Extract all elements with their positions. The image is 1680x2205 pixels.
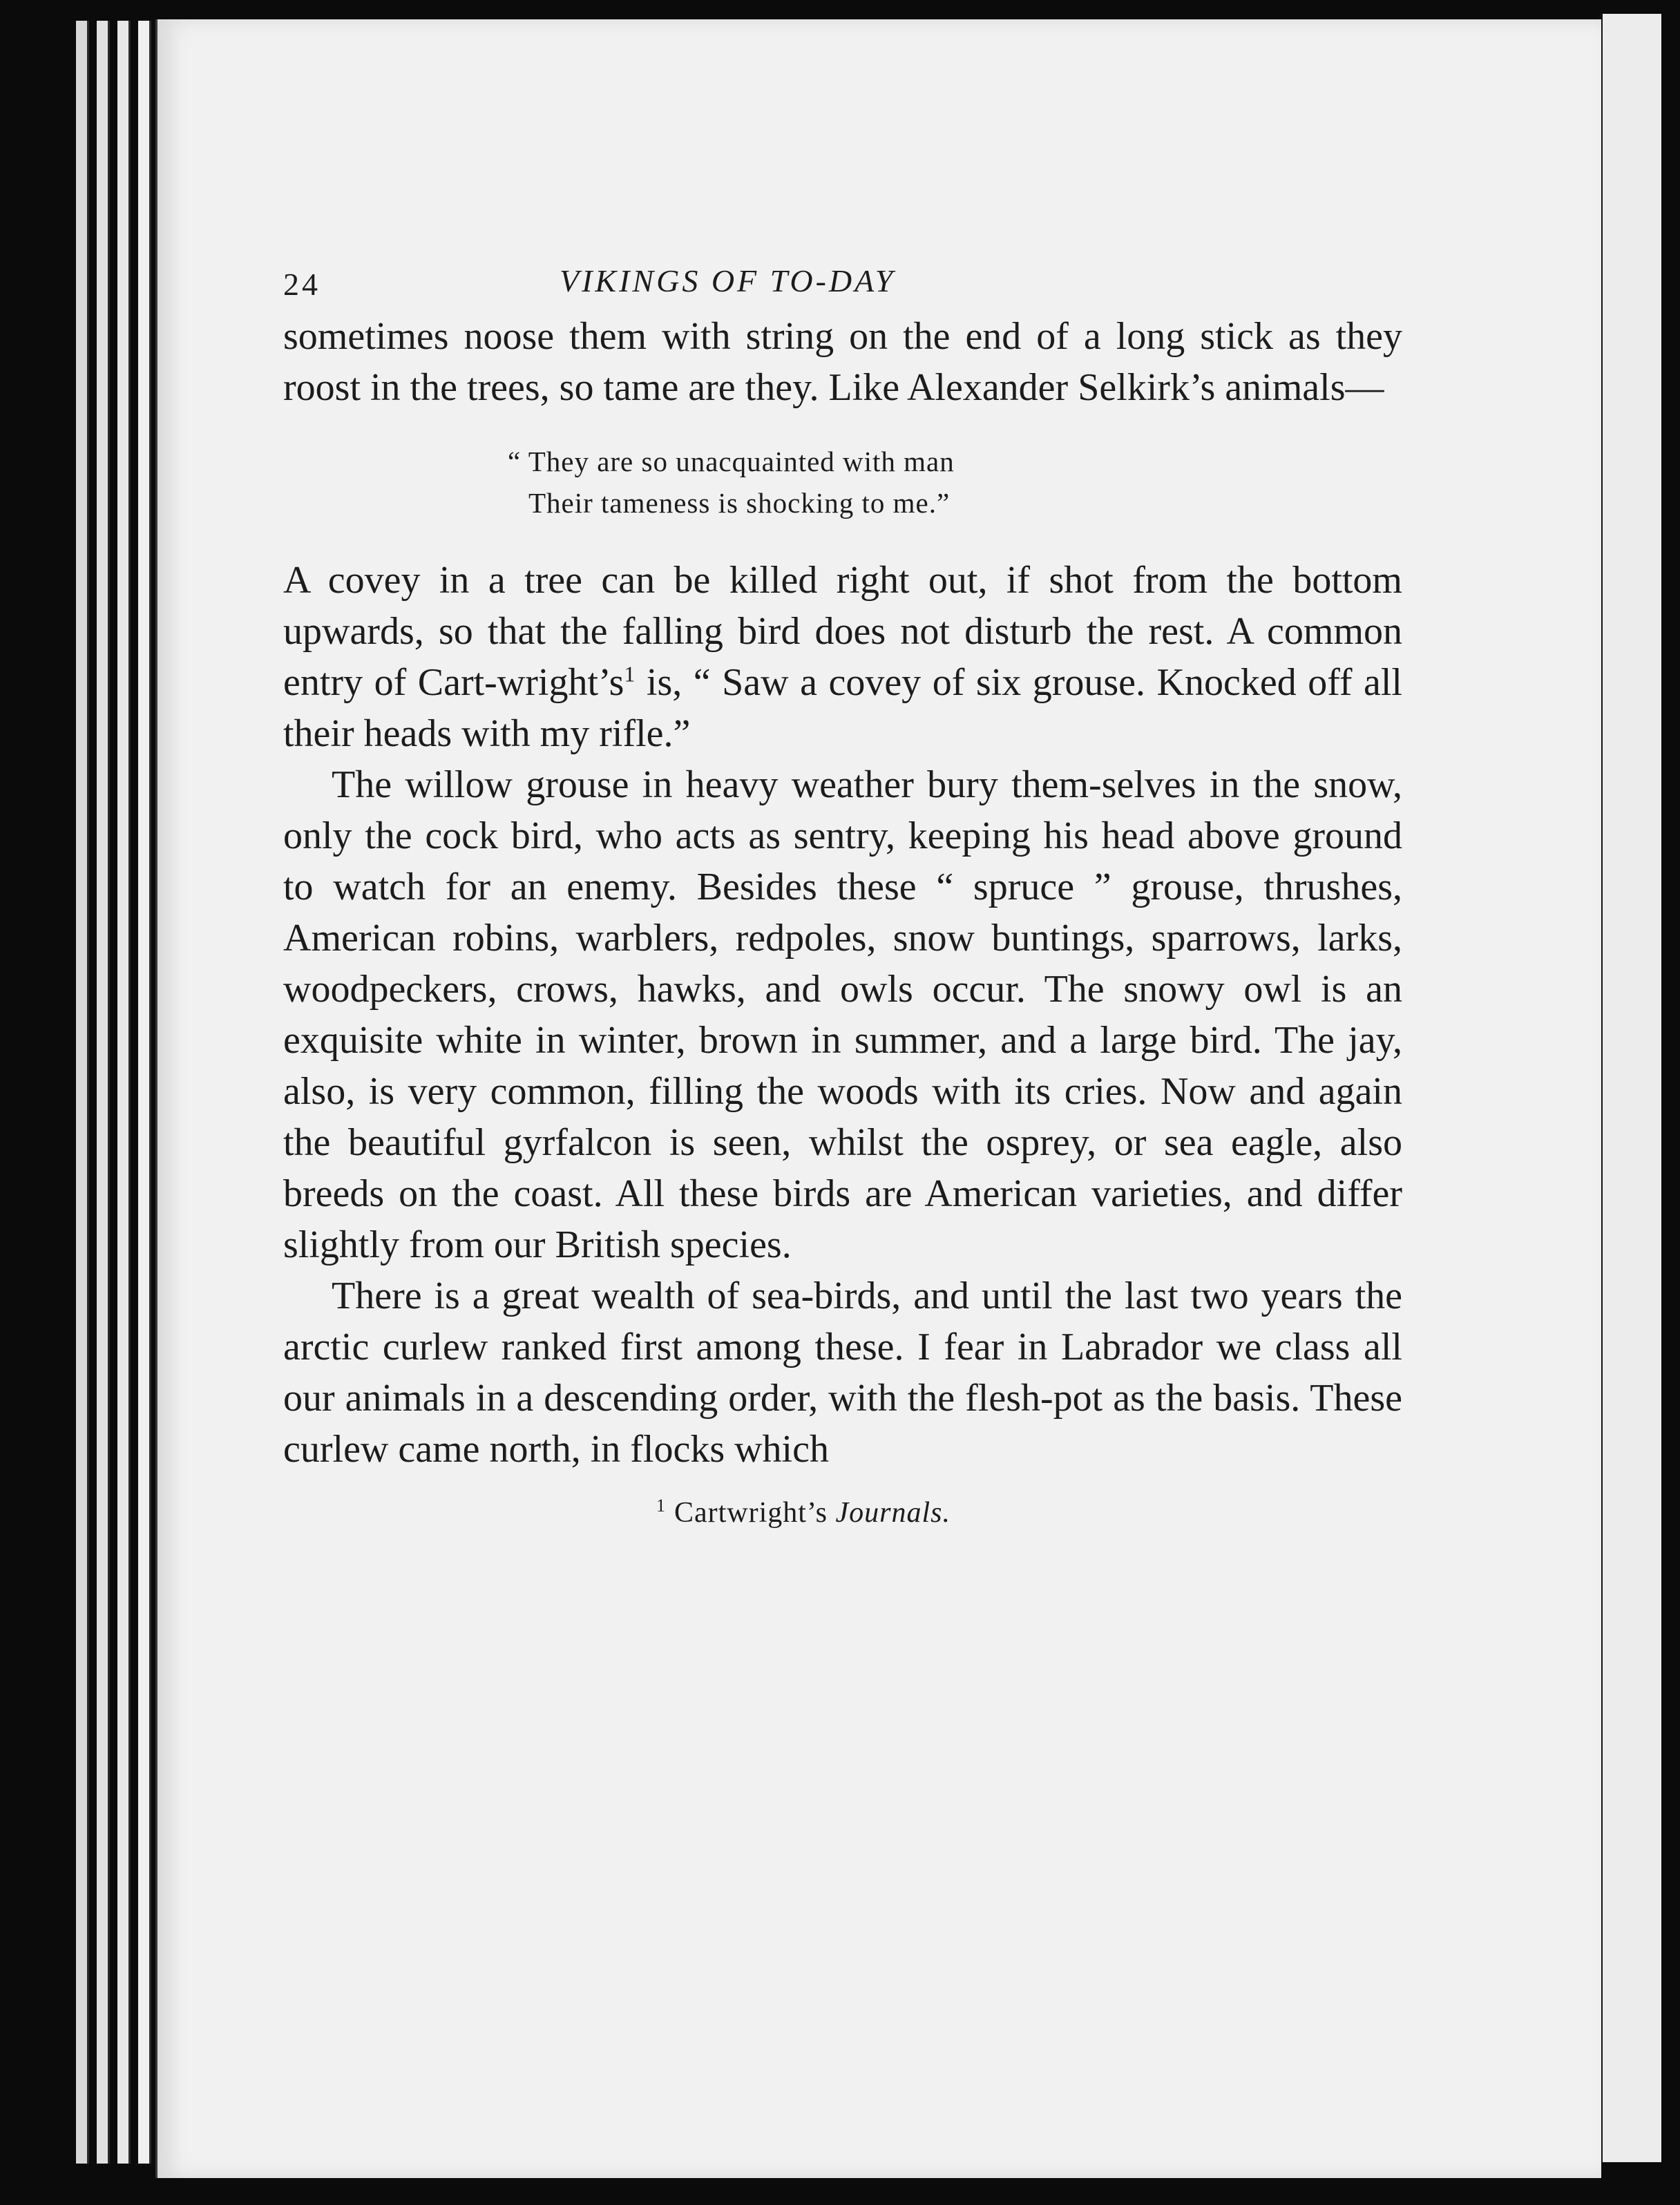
page-edge	[76, 21, 89, 2164]
page-edge	[117, 21, 131, 2164]
page-content	[283, 249, 1402, 1529]
paragraph-2	[283, 555, 1402, 759]
verse-line-2: Their tameness is shocking to me.”	[528, 487, 951, 519]
footnote-reference: 1	[624, 661, 636, 687]
paragraph-2-text-a: A covey in a tree can be killed right out, if shot from the bottom upwards, so that the falling bird does not disturb the rest. A common entry of Cart-wright’s	[283, 559, 1402, 704]
paragraph-3: The willow grouse in heavy weather bury them-selves in the snow, only the cock bird, who acts as sentry, keeping his head above ground to watch for an enemy. Besides these “ spruce ” grouse, thrushes, American robins, warblers, redpoles, snow buntings, sparrows, larks, woodpeckers, crows, hawks, and owls occur. The snowy owl is an exquisite white in winter, brown in summer, and a large bird. The jay, also, is very common, filling the woods with its cries. Now and again the beautiful gyrfalcon is seen, whilst the osprey, or sea eagle, also breeds on the coast. All these birds are American varieties, and differ slightly from our British species.	[283, 763, 1402, 1266]
footnote-text: Cartwright’s	[674, 1497, 828, 1529]
footnote-marker: 1	[656, 1496, 666, 1516]
paragraph-4: There is a great wealth of sea-birds, and until the last two years the arctic curlew ranked first among these. I fear in Labrador we class all our animals in a descending order, with the flesh-pot as the basis. These curlew came north, in flocks which	[283, 1275, 1402, 1471]
page-number: 24	[283, 267, 321, 302]
paragraph-2-text-b: is, “ Saw a covey of six grouse. Knocked off all their heads with my rifle.”	[283, 661, 1402, 755]
footnote	[283, 1496, 1402, 1529]
running-head	[283, 249, 1402, 311]
verse-line-1: “ They are so unacquainted with man	[508, 446, 955, 477]
facing-page-edge	[1599, 14, 1661, 2162]
page-edge	[97, 21, 110, 2164]
running-title: VIKINGS OF TO-DAY	[560, 263, 896, 298]
verse-quotation	[283, 441, 1402, 524]
page-edge	[138, 21, 151, 2164]
footnote-italic-title: Journals.	[835, 1497, 951, 1529]
paragraph-1: sometimes noose them with string on the end of a long stick as they roost in the trees, so tame are they. Like Alexander Selkirk’s animals—	[283, 315, 1402, 409]
